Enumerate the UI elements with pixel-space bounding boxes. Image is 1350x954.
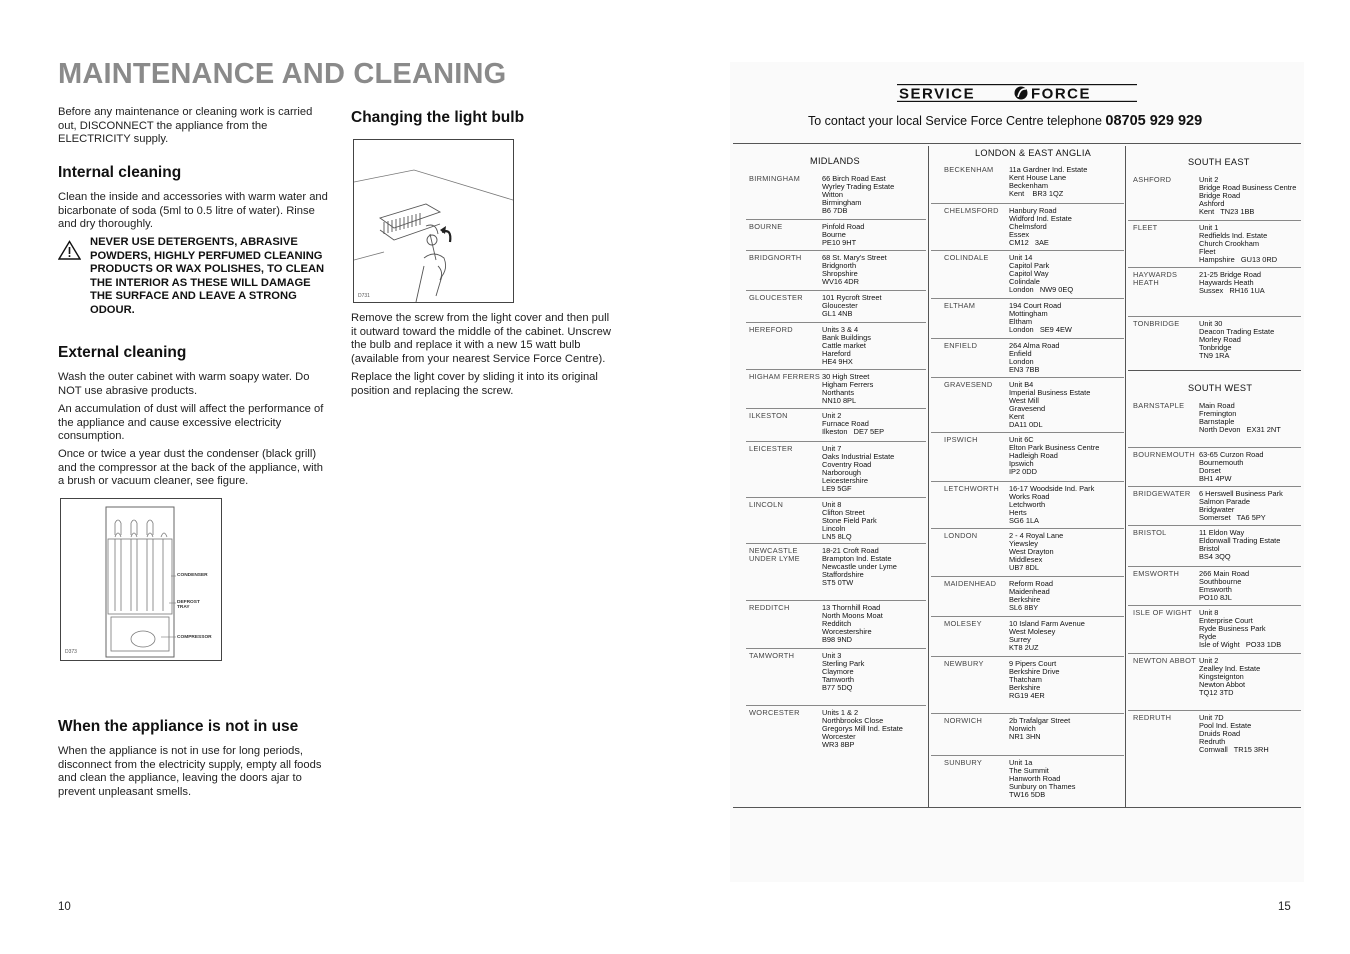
external-cleaning-p2: An accumulation of dust will affect the performance of the appliance and cause excessive electricity consumption. <box>58 403 324 443</box>
row-divider <box>1128 605 1301 606</box>
service-centre-town: NORWICH <box>944 716 983 725</box>
service-centre-town: TONBRIDGE <box>1133 319 1180 328</box>
service-centre-town: BRIDGNORTH <box>749 253 802 262</box>
service-centre-address: 30 High Street Higham Ferrers Northants NN10 8PL <box>822 372 874 405</box>
service-centre-address: 63-65 Curzon Road Bournemouth Dorset BH1 4PW <box>1199 450 1264 483</box>
service-centre-address: Unit 6C Elton Park Business Centre Hadleigh Road Ipswich IP2 0DD <box>1009 435 1100 476</box>
row-divider <box>931 755 1124 756</box>
not-in-use-heading: When the appliance is not in use <box>58 718 299 735</box>
service-centre-address: 2 - 4 Royal Lane Yiewsley West Drayton Middlesex UB7 8DL <box>1009 531 1064 572</box>
service-centre-address: 264 Alma Road Enfield London EN3 7BB <box>1009 341 1060 374</box>
warning-icon <box>58 240 81 260</box>
service-centre-town: MOLESEY <box>944 619 982 628</box>
right-page-number: 15 <box>1278 901 1291 913</box>
row-divider <box>1128 653 1301 654</box>
contact-text: To contact your local Service Force Centre telephone <box>808 114 1102 128</box>
row-divider <box>1128 220 1301 221</box>
service-centre-town: ELTHAM <box>944 301 976 310</box>
service-centre-address: 11a Gardner Ind. Estate Kent House Lane Beckenham Kent BR3 1QZ <box>1009 165 1088 198</box>
service-centre-town: COLINDALE <box>944 253 989 262</box>
service-centre-town: REDRUTH <box>1133 713 1172 722</box>
service-centre-town: HIGHAM FERRERS <box>749 372 821 381</box>
service-centre-address: 10 Island Farm Avenue West Molesey Surrey KT8 2UZ <box>1009 619 1085 652</box>
row-divider <box>746 648 926 649</box>
service-centre-address: Hanbury Road Widford Ind. Estate Chelmsford Essex CM12 3AE <box>1009 206 1072 247</box>
service-centre-address: Unit 30 Deacon Trading Estate Morley Road Tonbridge TN9 1RA <box>1199 319 1275 360</box>
light-bulb-heading: Changing the light bulb <box>351 109 525 126</box>
service-centre-address: 101 Rycroft Street Gloucester GL1 4NB <box>822 293 882 318</box>
row-divider <box>1128 525 1301 526</box>
service-centre-town: ILKESTON <box>749 411 788 420</box>
service-centre-town: GLOUCESTER <box>749 293 803 302</box>
service-centre-address: Unit 1a The Summit Hanworth Road Sunbury on Thames TW16 5DB <box>1009 758 1076 799</box>
row-divider <box>931 481 1124 482</box>
left-page-number: 10 <box>58 901 71 913</box>
external-cleaning-p3: Once or twice a year dust the condenser (black grill) and the compressor at the back of the appliance, with a brush or vacuum cleaner, see figure. <box>58 448 323 488</box>
service-centre-address: Unit 8 Clifton Street Stone Field Park Lincoln LN5 8LQ <box>822 500 877 541</box>
row-divider <box>746 369 926 370</box>
not-in-use-text: When the appliance is not in use for long periods, disconnect from the electricity supply, empty all foods and clean the appliance, leaving the doors ajar to prevent unpleasant smells. <box>58 745 322 798</box>
service-centre-town: LINCOLN <box>749 500 784 509</box>
row-divider <box>746 600 926 601</box>
row-divider <box>931 656 1124 657</box>
service-centre-town: ENFIELD <box>944 341 978 350</box>
light-bulb-drawing <box>354 140 513 302</box>
service-centre-town: IPSWICH <box>944 435 978 444</box>
service-centre-address: Unit 7 Oaks Industrial Estate Coventry Road Narborough Leicestershire LE9 5GF <box>822 444 895 493</box>
service-centre-address: 6 Herswell Business Park Salmon Parade Bridgwater Somerset TA6 5PY <box>1199 489 1283 522</box>
midlands-title: MIDLANDS <box>810 156 860 166</box>
row-divider <box>746 441 926 442</box>
service-centre-town: BARNSTAPLE <box>1133 401 1185 410</box>
row-divider <box>746 322 926 323</box>
service-centre-address: Reform Road Maidenhead Berkshire SL6 8BY <box>1009 579 1053 612</box>
svg-text:FORCE: FORCE <box>1031 85 1091 102</box>
row-divider <box>931 338 1124 339</box>
service-centre-town: REDDITCH <box>749 603 790 612</box>
row-divider <box>746 250 926 251</box>
row-divider <box>1128 566 1301 567</box>
row-divider <box>931 576 1124 577</box>
row-divider <box>746 497 926 498</box>
service-centre-town: HEREFORD <box>749 325 793 334</box>
svg-text:SERVICE: SERVICE <box>899 85 976 102</box>
row-divider <box>746 705 926 706</box>
service-centre-address: Unit 2 Zealley Ind. Estate Kingsteignton Newton Abbot TQ12 3TD <box>1199 656 1261 697</box>
compressor-label: COMPRESSOR <box>177 635 212 640</box>
service-centre-address: Unit 2 Furnace Road Ilkeston DE7 5EP <box>822 411 885 436</box>
service-centre-town: NEWCASTLE UNDER LYME <box>749 546 800 564</box>
service-centre-town: MAIDENHEAD <box>944 579 997 588</box>
service-centre-address: 266 Main Road Southbourne Emsworth PO10 8JL <box>1199 569 1250 602</box>
service-centre-town: SUNBURY <box>944 758 983 767</box>
south-east-title: SOUTH EAST <box>1188 157 1250 167</box>
service-centre-town: BOURNEMOUTH <box>1133 450 1196 459</box>
internal-cleaning-heading: Internal cleaning <box>58 164 182 181</box>
row-divider <box>1128 447 1301 448</box>
warning-text: NEVER USE DETERGENTS, ABRASIVE POWDERS, HIGHLY PERFUMED CLEANING PRODUCTS OR WAX POLISHES, TO CLEAN THE INTERIOR AS THESE WILL DAMAGE THE SURFACE AND LEAVE A STRONG ODOUR. <box>90 236 325 316</box>
service-centre-address: 13 Thornhill Road North Moons Moat Redditch Worcestershire B98 9ND <box>822 603 883 644</box>
phone-number: 08705 929 929 <box>1105 113 1203 129</box>
external-cleaning-heading: External cleaning <box>58 344 187 361</box>
figure-code: D373 <box>65 649 77 655</box>
service-centre-town: BIRMINGHAM <box>749 174 801 183</box>
appliance-back-figure <box>60 498 222 661</box>
service-centre-address: 16-17 Woodside Ind. Park Works Road Letchworth Herts SG6 1LA <box>1009 484 1095 525</box>
row-divider <box>931 377 1124 378</box>
service-centre-town: LEICESTER <box>749 444 793 453</box>
row-divider <box>1128 267 1301 268</box>
service-centre-address: Units 1 & 2 Northbrooks Close Gregorys Mill Ind. Estate Worcester WR3 8BP <box>822 708 903 749</box>
defrost-tray-label-1: DEFROST <box>177 600 200 605</box>
service-centre-town: NEWBURY <box>944 659 984 668</box>
row-divider <box>931 298 1124 299</box>
service-centre-town: BRIDGEWATER <box>1133 489 1191 498</box>
light-bulb-figure <box>353 139 514 303</box>
service-centre-town: LONDON <box>944 531 978 540</box>
internal-cleaning-text: Clean the inside and accessories with warm water and bicarbonate of soda (5ml to 0.5 litre of water). Rinse and dry thoroughly. <box>58 191 328 231</box>
service-centre-town: NEWTON ABBOT <box>1133 656 1197 665</box>
service-centre-address: 21-25 Bridge Road Haywards Heath Sussex RH16 1UA <box>1199 270 1265 295</box>
service-centre-address: Unit 3 Sterling Park Claymore Tamworth B77 5DQ <box>822 651 865 692</box>
london-title: LONDON & EAST ANGLIA <box>975 148 1092 158</box>
service-centre-town: EMSWORTH <box>1133 569 1180 578</box>
page-title: MAINTENANCE AND CLEANING <box>58 58 507 90</box>
service-centre-address: Main Road Fremington Barnstaple North Devon EX31 2NT <box>1199 401 1281 434</box>
service-centre-address: 9 Pipers Court Berkshire Drive Thatcham Berkshire RG19 4ER <box>1009 659 1060 700</box>
row-divider <box>931 528 1124 529</box>
service-centre-town: WORCESTER <box>749 708 800 717</box>
row-divider <box>746 219 926 220</box>
row-divider <box>931 432 1124 433</box>
service-centre-town: GRAVESEND <box>944 380 993 389</box>
service-centre-town: ASHFORD <box>1133 175 1172 184</box>
service-centre-address: Unit 8 Enterprise Court Ryde Business Park Ryde Isle of Wight PO33 1DB <box>1199 608 1282 649</box>
defrost-tray-label-2: TRAY <box>177 605 190 610</box>
row-divider <box>1128 486 1301 487</box>
service-centre-address: 2b Trafalgar Street Norwich NR1 3HN <box>1009 716 1071 741</box>
condenser-label: CONDENSER <box>177 573 208 578</box>
bulb-figure-code: D731 <box>358 293 370 299</box>
row-divider <box>931 250 1124 251</box>
service-centre-address: 194 Court Road Mottingham Eltham London SE9 4EW <box>1009 301 1072 334</box>
intro-text: Before any maintenance or cleaning work is carried out, DISCONNECT the appliance from the ELECTRICITY supply. <box>58 106 313 146</box>
service-centre-address: Pinfold Road Bourne PE10 9HT <box>822 222 865 247</box>
row-divider <box>931 203 1124 204</box>
light-bulb-p1: Remove the screw from the light cover and then pull it outward toward the middle of the cabinet. Unscrew the bulb and replace it with a new 15 watt bulb (available from your nearest Service Force Centre). <box>351 312 611 365</box>
service-centre-address: 18-21 Croft Road Brampton Ind. Estate Newcastle under Lyme Staffordshire ST5 0TW <box>822 546 897 587</box>
service-centre-town: LETCHWORTH <box>944 484 1000 493</box>
service-centre-town: FLEET <box>1133 223 1158 232</box>
service-centre-town: CHELMSFORD <box>944 206 999 215</box>
row-divider <box>746 408 926 409</box>
row-divider <box>931 713 1124 714</box>
service-centre-town: BECKENHAM <box>944 165 994 174</box>
service-centre-address: Unit 14 Capitol Park Capitol Way Colindale London NW9 0EQ <box>1009 253 1074 294</box>
row-divider <box>746 290 926 291</box>
light-bulb-p2: Replace the light cover by sliding it into its original position and replacing the screw. <box>351 371 598 397</box>
service-centre-address: Unit 2 Bridge Road Business Centre Bridge Road Ashford Kent TN23 1BB <box>1199 175 1297 216</box>
south-west-title: SOUTH WEST <box>1188 383 1253 393</box>
service-centre-address: 66 Birch Road East Wyrley Trading Estate Witton Birmingham B6 7DB <box>822 174 895 215</box>
service-centre-town: HAYWARDS HEATH <box>1133 270 1178 288</box>
external-cleaning-p1: Wash the outer cabinet with warm soapy water. Do NOT use abrasive products. <box>58 371 310 397</box>
service-force-logo <box>897 84 1137 102</box>
row-divider <box>746 543 926 544</box>
service-centre-address: Units 3 & 4 Bank Buildings Cattle market Hareford HE4 9HX <box>822 325 871 366</box>
row-divider <box>1128 316 1301 317</box>
service-centre-town: BOURNE <box>749 222 783 231</box>
service-centre-town: ISLE OF WIGHT <box>1133 608 1192 617</box>
service-centre-address: Unit B4 Imperial Business Estate West Mill Gravesend Kent DA11 0DL <box>1009 380 1091 429</box>
service-centre-town: BRISTOL <box>1133 528 1167 537</box>
contact-line <box>808 113 1202 129</box>
service-centre-address: Unit 7D Pool Ind. Estate Druids Road Redruth Cornwall TR15 3RH <box>1199 713 1269 754</box>
service-centre-address: 11 Eldon Way Eldonwall Trading Estate Bristol BS4 3QQ <box>1199 528 1281 561</box>
service-centre-address: Unit 1 Redfields Ind. Estate Church Crookham Fleet Hampshire GU13 0RD <box>1199 223 1278 264</box>
service-centre-address: 68 St. Mary's Street Bridgnorth Shropshire WV16 4DR <box>822 253 887 286</box>
row-divider <box>931 616 1124 617</box>
service-centre-town: TAMWORTH <box>749 651 795 660</box>
row-divider <box>1128 710 1301 711</box>
